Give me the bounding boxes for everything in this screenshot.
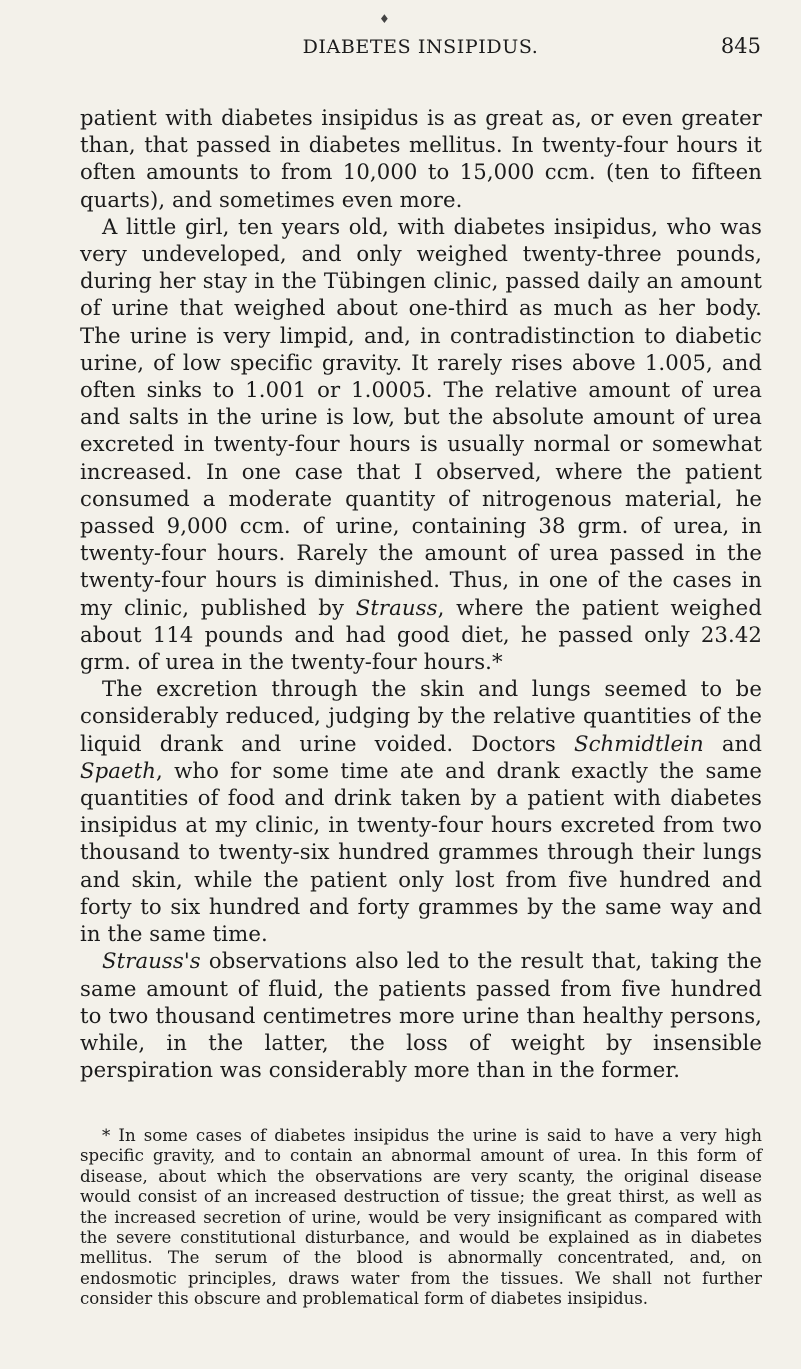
top-mark: ♦	[379, 12, 390, 26]
author-name: Strauss	[355, 594, 438, 620]
page-header	[80, 28, 761, 68]
author-name: Schmidtlein	[573, 730, 704, 756]
paragraph: patient with diabetes insipidus is as great as, or even greater than, that passed in diabetes mellitus. In twenty-four hours it often amounts to from 10,000 to 15,000 ccm. (ten to fifteen quarts), and sometimes even more.	[80, 105, 762, 212]
running-title: DIABETES INSIPIDUS.	[302, 36, 539, 58]
paragraph: A little girl, ten years old, with diabetes insipidus, who was very undeveloped, and only weighed twenty-three pounds, during her stay in the Tübingen clinic, passed daily an amount of urine that weighed about one-third as much as her body. The urine is very limpid, and, in contradistinction to diabetic urine, of low specific gravity. It rarely rises above 1.005, and often sinks to 1.001 or 1.0005. The relative amount of urea and salts in the urine is low, but the absolute amount of urea excreted in twenty-four hours is usually normal or somewhat increased. In one case that I observed, where the patient consumed a moderate quantity of nitrogenous material, he passed 9,000 ccm. of urine, containing 38 grm. of urea, in twenty-four hours. Rarely the amount of urea passed in the twenty-four hours is diminished. Thus, in one of the cases in my clinic, published by Strauss, where the patient weighed about 114 pounds and had good diet, he passed only 23.42 grm. of urea in the twenty-four hours.*	[80, 213, 762, 675]
footnote	[80, 1126, 762, 1310]
author-name: Spaeth	[80, 757, 157, 783]
author-name: Strauss's	[102, 948, 201, 974]
paragraph: Strauss's observations also led to the result that, taking the same amount of fluid, the patients passed from five hundred to two thousand centimetres more urine than healthy persons, while, in the latter, the loss of weight by insensible perspiration was considerably more than in the former.	[80, 948, 762, 1083]
paragraph: The excretion through the skin and lungs seemed to be considerably reduced, judging by the relative quantities of the liquid drank and urine voided. Doctors Schmidtlein and Spaeth, who for some time ate and drank exactly the same quantities of food and drink taken by a patient with diabetes insipidus at my clinic, in twenty-four hours excreted from two thousand to twenty-six hundred grammes through their lungs and skin, while the patient only lost from five hundred and forty to six hundred and forty grammes by the same way and in the same time.	[80, 676, 762, 947]
page-number: 845	[720, 34, 761, 58]
footnote-text: * In some cases of diabetes insipidus the urine is said to have a very high specific gravity, and to contain an abnormal amount of urea. In this form of disease, about which the observations are very scanty, the original disease would consist of an increased destruction of tissue; the great thirst, as well as the increased secretion of urine, would be very insignificant as compared with the severe constitutional disturbance, and would be explained as in diabetes mellitus. The serum of the blood is abnormally concentrated, and, on endosmotic principles, draws water from the tissues. We shall not further consider this obscure and problematical form of diabetes insipidus.	[80, 1126, 762, 1309]
body-text	[80, 104, 762, 1083]
